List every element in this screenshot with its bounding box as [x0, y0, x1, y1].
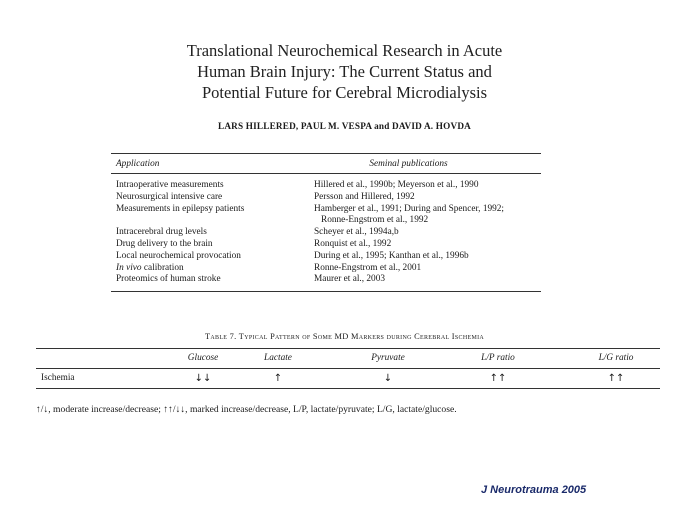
- cell-publications: [314, 227, 541, 239]
- cell-publications: [314, 239, 541, 251]
- arrow-cell: ↑↑: [607, 373, 625, 384]
- publication-line: Hillered et al., 1990b; Meyerson et al., 1990: [314, 180, 479, 190]
- cell-publications: [314, 251, 541, 263]
- cell-publications: [314, 192, 541, 204]
- cell-application: Measurements in epilepsy patients: [116, 203, 245, 214]
- publication-line: Persson and Hillered, 1992: [314, 191, 415, 202]
- row-label: Ischemia: [41, 373, 75, 383]
- cell-application: Proteomics of human stroke: [116, 274, 221, 285]
- cell-application: Intraoperative measurements: [116, 180, 224, 190]
- paper-title: [0, 40, 689, 103]
- cell-application: Neurosurgical intensive care: [116, 191, 223, 202]
- header-cell: L/G ratio: [598, 353, 634, 363]
- paper-authors: LARS HILLERED, PAUL M. VESPA and DAVID A. HOVDA: [218, 121, 471, 131]
- table-row: [36, 369, 660, 388]
- md-markers-table: [36, 348, 660, 389]
- table7-footnote: ↑/↓, moderate increase/decrease; ↑↑/↓↓, marked increase/decrease, L/P, lactate/pyruvate; L/G, lactate/glucose.: [36, 404, 457, 415]
- title-line: Human Brain Injury: The Current Status and: [197, 62, 492, 81]
- table-bottom-rule: [36, 388, 660, 389]
- header-cell: L/P ratio: [481, 353, 515, 363]
- publication-line: Ronquist et al., 1992: [314, 238, 392, 249]
- header-cell: Pyruvate: [371, 353, 405, 363]
- header-cell: Glucose: [187, 353, 219, 363]
- table-body: [111, 174, 541, 291]
- cell-publications: [314, 263, 541, 275]
- publication-line: Hamberger et al., 1991; During and Spencer, 1992;: [314, 203, 504, 214]
- italic-term: In vivo: [116, 262, 142, 273]
- table-row: [111, 263, 541, 275]
- title-line: Potential Future for Cerebral Microdialysis: [201, 83, 488, 102]
- journal-citation: J Neurotrauma 2005: [481, 484, 587, 496]
- table-row: [111, 274, 541, 286]
- table-row: [111, 239, 541, 251]
- table7-label: Table 7.: [204, 332, 237, 341]
- application-rest: calibration: [141, 262, 184, 273]
- cell-application: [111, 263, 314, 275]
- header-application: Application: [116, 158, 160, 169]
- table-row: [111, 192, 541, 204]
- table-row: [111, 227, 541, 239]
- cell-publications: [314, 180, 541, 192]
- arrow-cell: ↑↑: [489, 373, 507, 384]
- header-cell: Lactate: [264, 353, 292, 363]
- cell-application: Drug delivery to the brain: [116, 238, 213, 249]
- arrow-cell: ↑: [273, 373, 283, 384]
- arrow-cell: ↓: [383, 373, 393, 384]
- table-row: [111, 251, 541, 263]
- publication-line: During et al., 1995; Kanthan et al., 1996b: [314, 250, 469, 261]
- publication-line: Maurer et al., 2003: [314, 274, 385, 285]
- arrow-cell: ↓↓: [194, 373, 212, 384]
- table-header-row: [36, 349, 660, 368]
- header-publications: Seminal publications: [369, 158, 448, 169]
- table-header-row: [111, 154, 541, 173]
- table-bottom-rule: [111, 291, 541, 292]
- title-line: Translational Neurochemical Research in Acute: [186, 41, 503, 60]
- table-row: [111, 204, 541, 228]
- applications-table: [111, 153, 541, 292]
- table-row: [111, 180, 541, 192]
- publication-line: Scheyer et al., 1994a,b: [314, 227, 399, 238]
- cell-application: Local neurochemical provocation: [116, 250, 241, 261]
- table7-caption-text: Typical Pattern of Some MD Markers during Cerebral Ischemia: [238, 332, 485, 341]
- cell-application: Intracerebral drug levels: [116, 227, 207, 238]
- cell-publications: [314, 204, 541, 228]
- cell-publications: [314, 274, 541, 286]
- table7-caption: [0, 332, 689, 341]
- publication-line: Ronne-Engstrom et al., 2001: [314, 262, 422, 273]
- publication-line: Ronne-Engstrom et al., 1992: [321, 215, 429, 226]
